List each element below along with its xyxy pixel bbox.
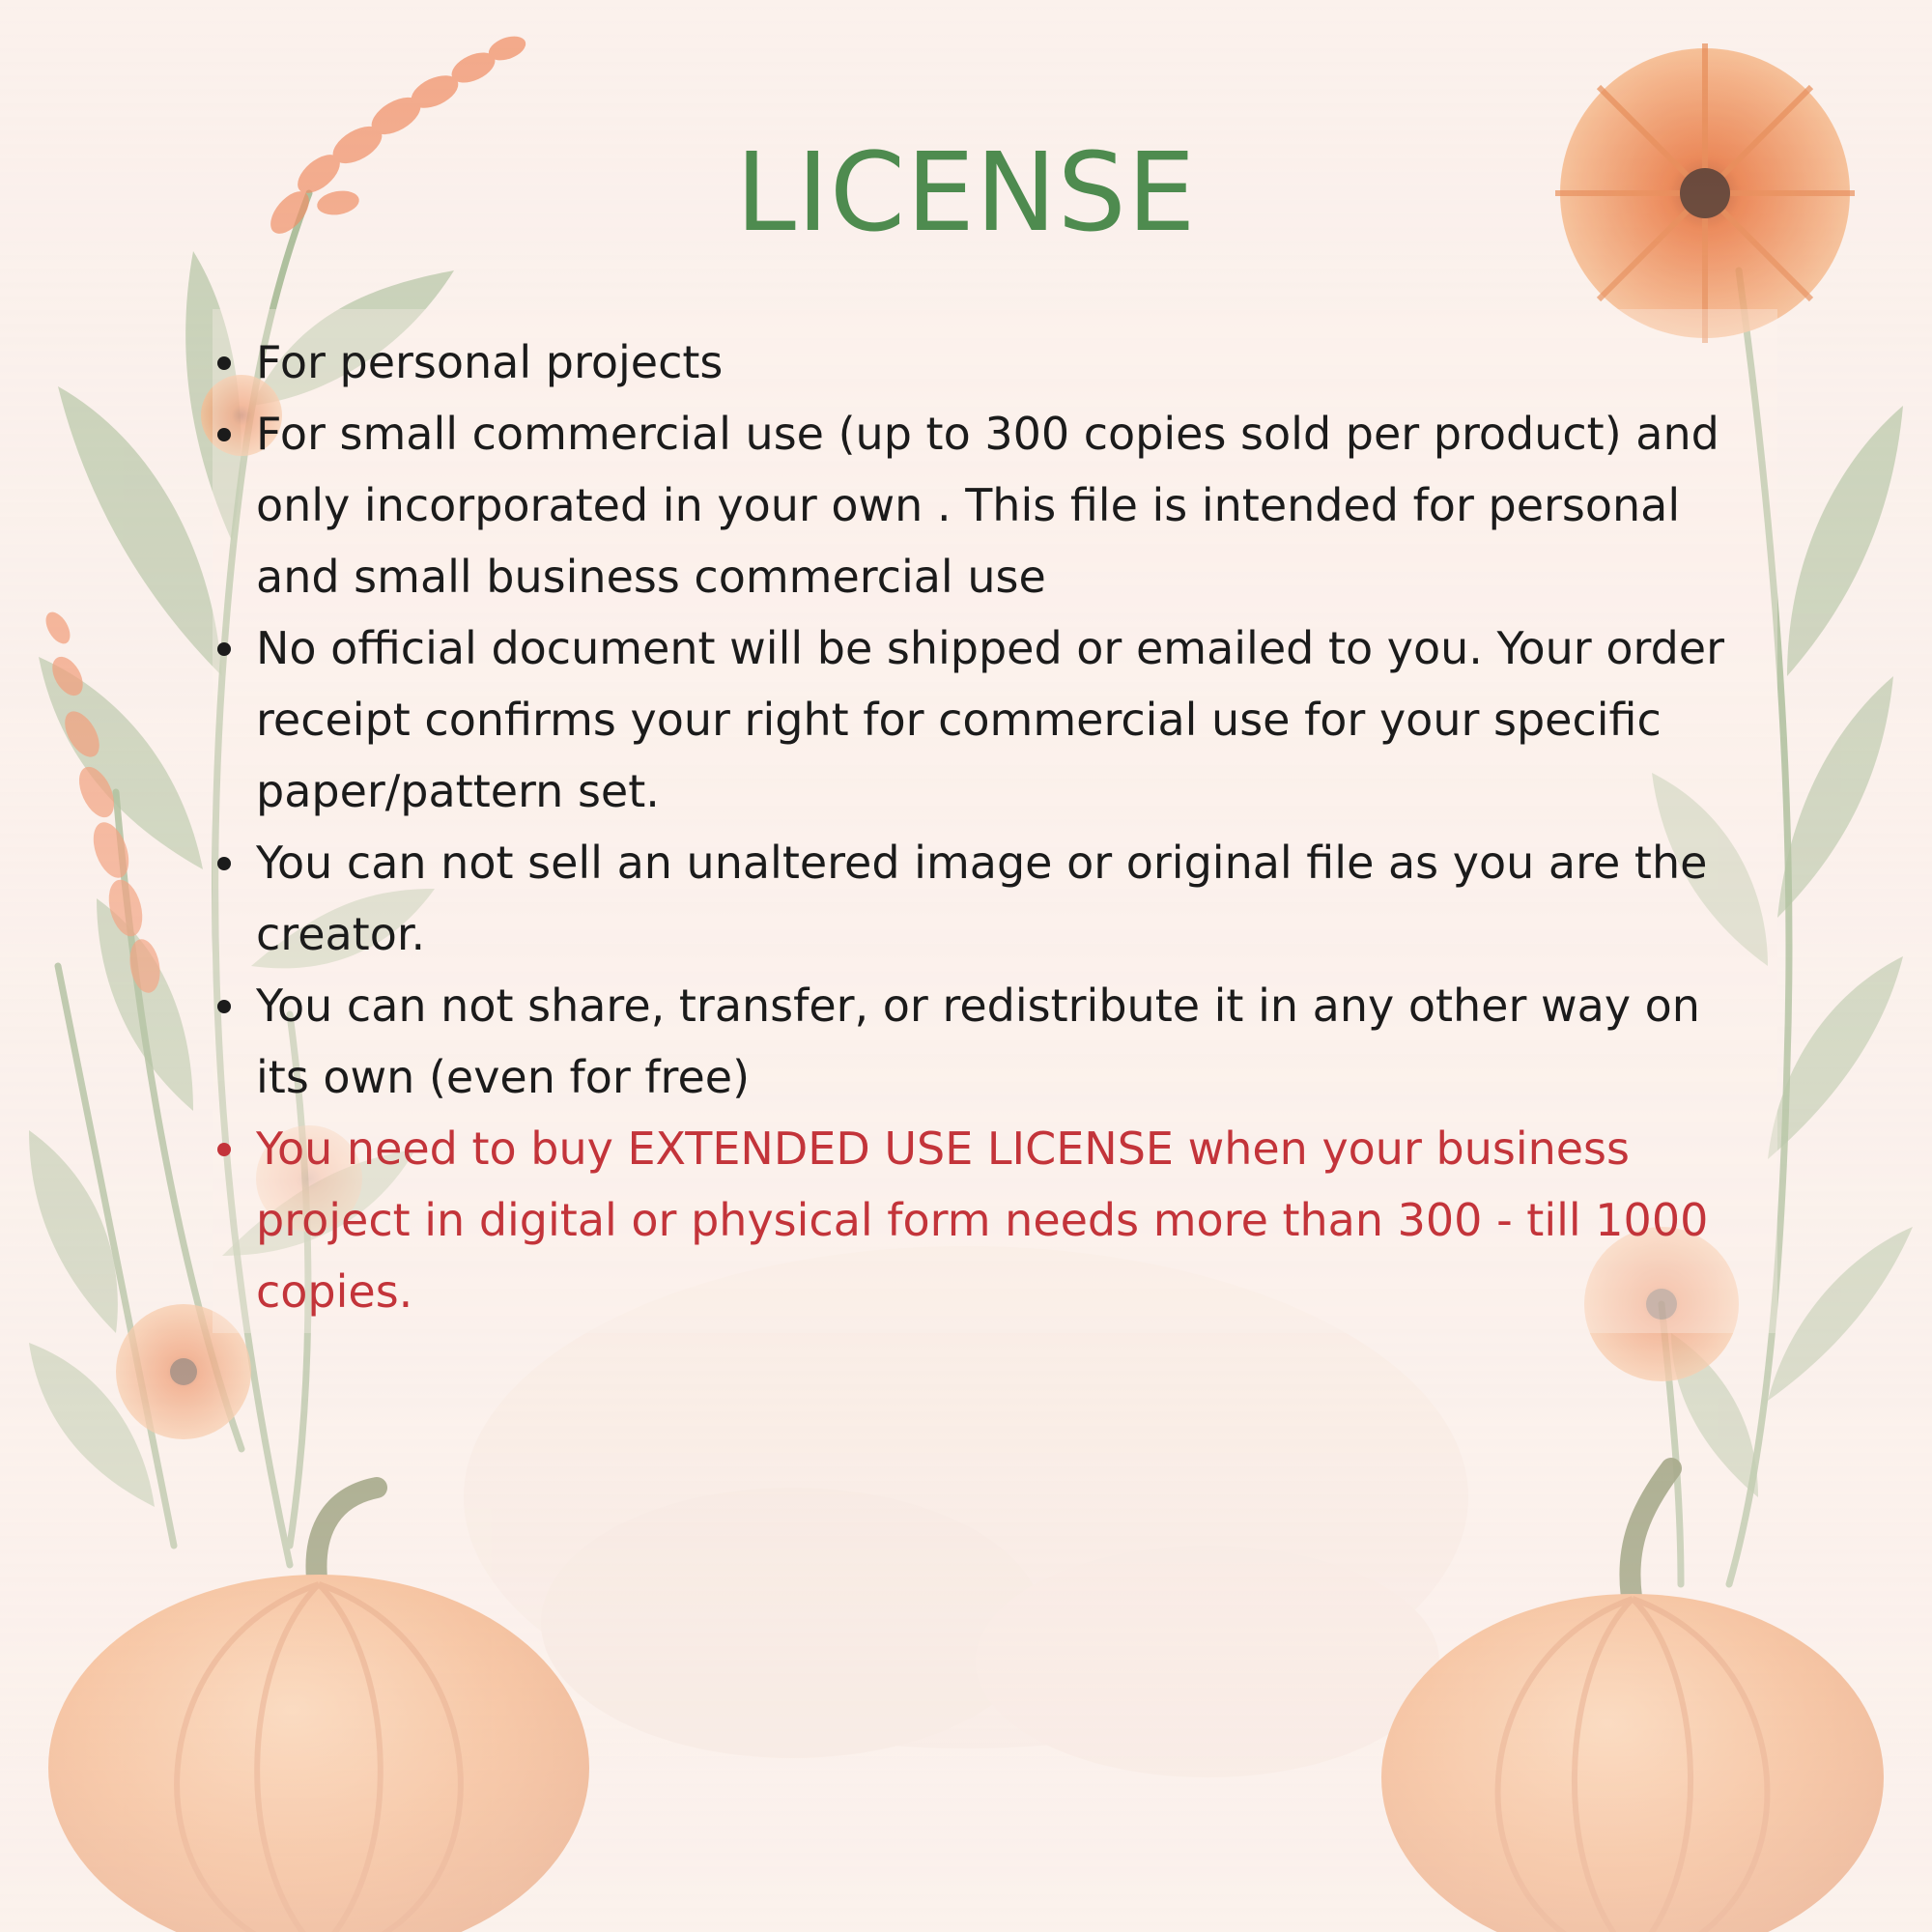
list-item: For small commercial use (up to 300 copies sold per product) and only incorporated in your own . This file is intended for personal and small business commercial use xyxy=(256,398,1763,612)
list-item: No official document will be shipped or emailed to you. Your order receipt confirms your right for commercial use for your specific paper/pattern set. xyxy=(256,612,1763,827)
license-terms-list xyxy=(256,327,1763,1327)
extended-license-note: You need to buy EXTENDED USE LICENSE when your business project in digital or physical form needs more than 300 - till 1000 copies. xyxy=(256,1113,1763,1327)
list-item: You can not sell an unaltered image or original file as you are the creator. xyxy=(256,827,1763,970)
list-item: You can not share, transfer, or redistribute it in any other way on its own (even for free) xyxy=(256,970,1763,1113)
page-title: LICENSE xyxy=(735,130,1197,256)
list-item: For personal projects xyxy=(256,327,1763,398)
